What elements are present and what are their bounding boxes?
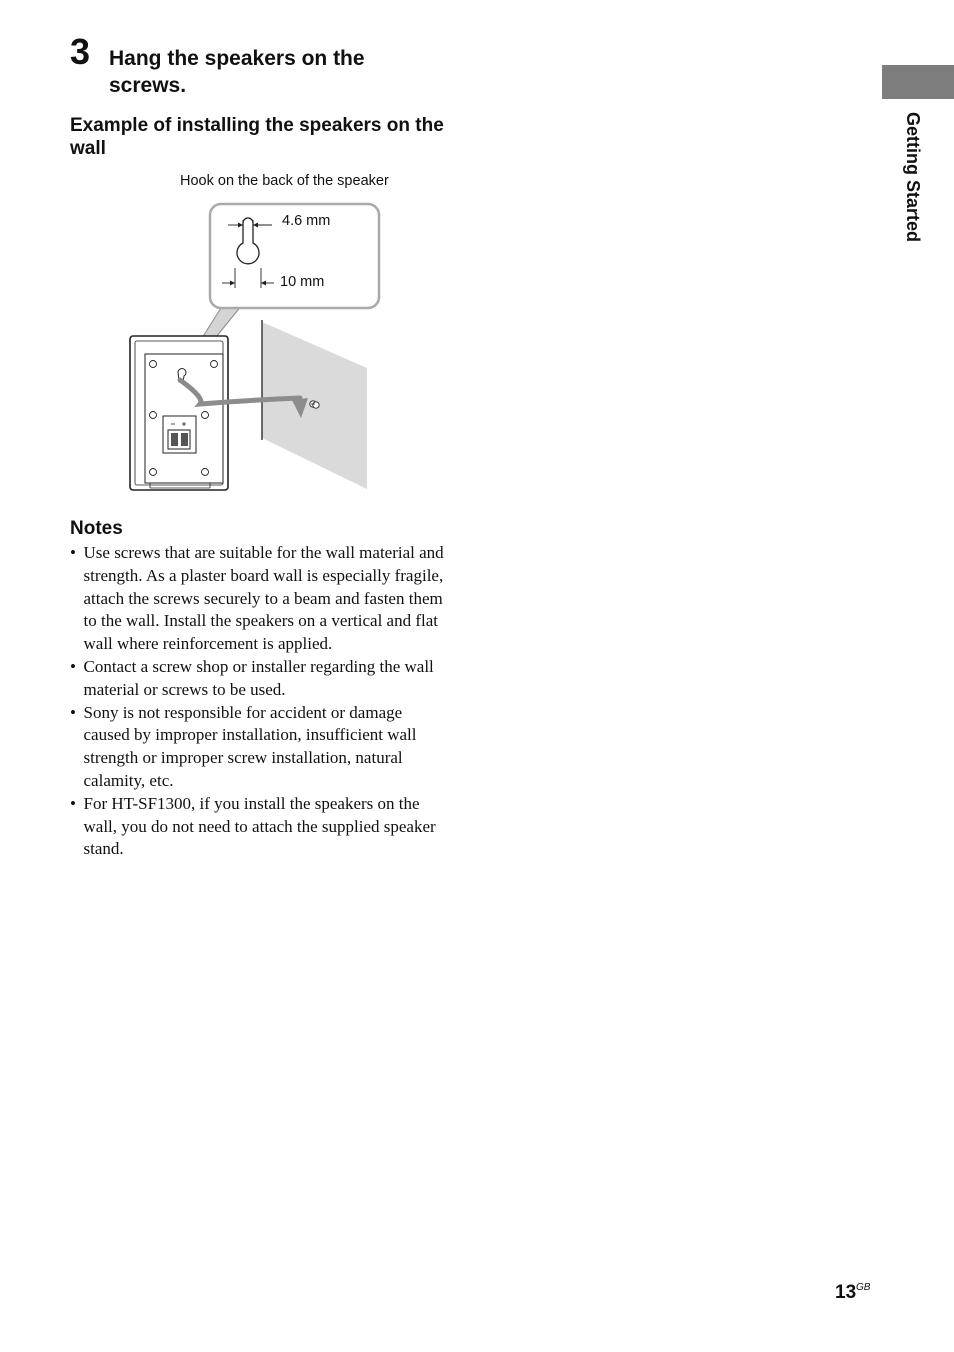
section-tab-marker — [882, 65, 954, 99]
note-text: For HT-SF1300, if you install the speakers on the wall, you do not need to attach the supplied speaker stand. — [83, 793, 436, 859]
figure-caption: Hook on the back of the speaker — [180, 173, 389, 189]
example-heading: Example of installing the speakers on the wall — [70, 115, 444, 159]
speaker-back-view — [130, 336, 228, 490]
hook-width-label: 4.6 mm — [282, 213, 331, 229]
bullet-icon: • — [70, 656, 76, 676]
note-item — [70, 542, 450, 656]
hook-height-label: 10 mm — [280, 274, 325, 290]
section-label: Getting Started — [903, 112, 923, 243]
notes-list — [70, 542, 450, 861]
wall-screw-icon — [310, 401, 319, 408]
bullet-icon: • — [70, 543, 76, 562]
bullet-icon: • — [70, 702, 76, 722]
wall-mount-illustration — [0, 0, 954, 520]
notes-heading: Notes — [70, 518, 123, 539]
bullet-icon: • — [70, 793, 76, 813]
note-text: Sony is not responsible for accident or damage caused by improper installation, insufficient wall strength or improper screw installation, natural calamity, etc. — [83, 702, 417, 790]
step-number: 3 — [70, 31, 91, 72]
note-item — [70, 702, 450, 793]
note-item — [70, 656, 450, 702]
note-text: Contact a screw shop or installer regarding the wall material or screws to be used. — [83, 656, 434, 699]
page-number-suffix: GB — [856, 1282, 871, 1293]
page-number: 13 — [835, 1282, 857, 1303]
note-text: Use screws that are suitable for the wall material and strength. As a plaster board wall is especially fragile, attach the screws securely to a beam and fasten them to the wall. Install the speakers on a vertical and flat wall where reinforcement is applied. — [83, 543, 444, 654]
step-title: Hang the speakers on the screws. — [109, 47, 365, 97]
note-item — [70, 793, 450, 861]
